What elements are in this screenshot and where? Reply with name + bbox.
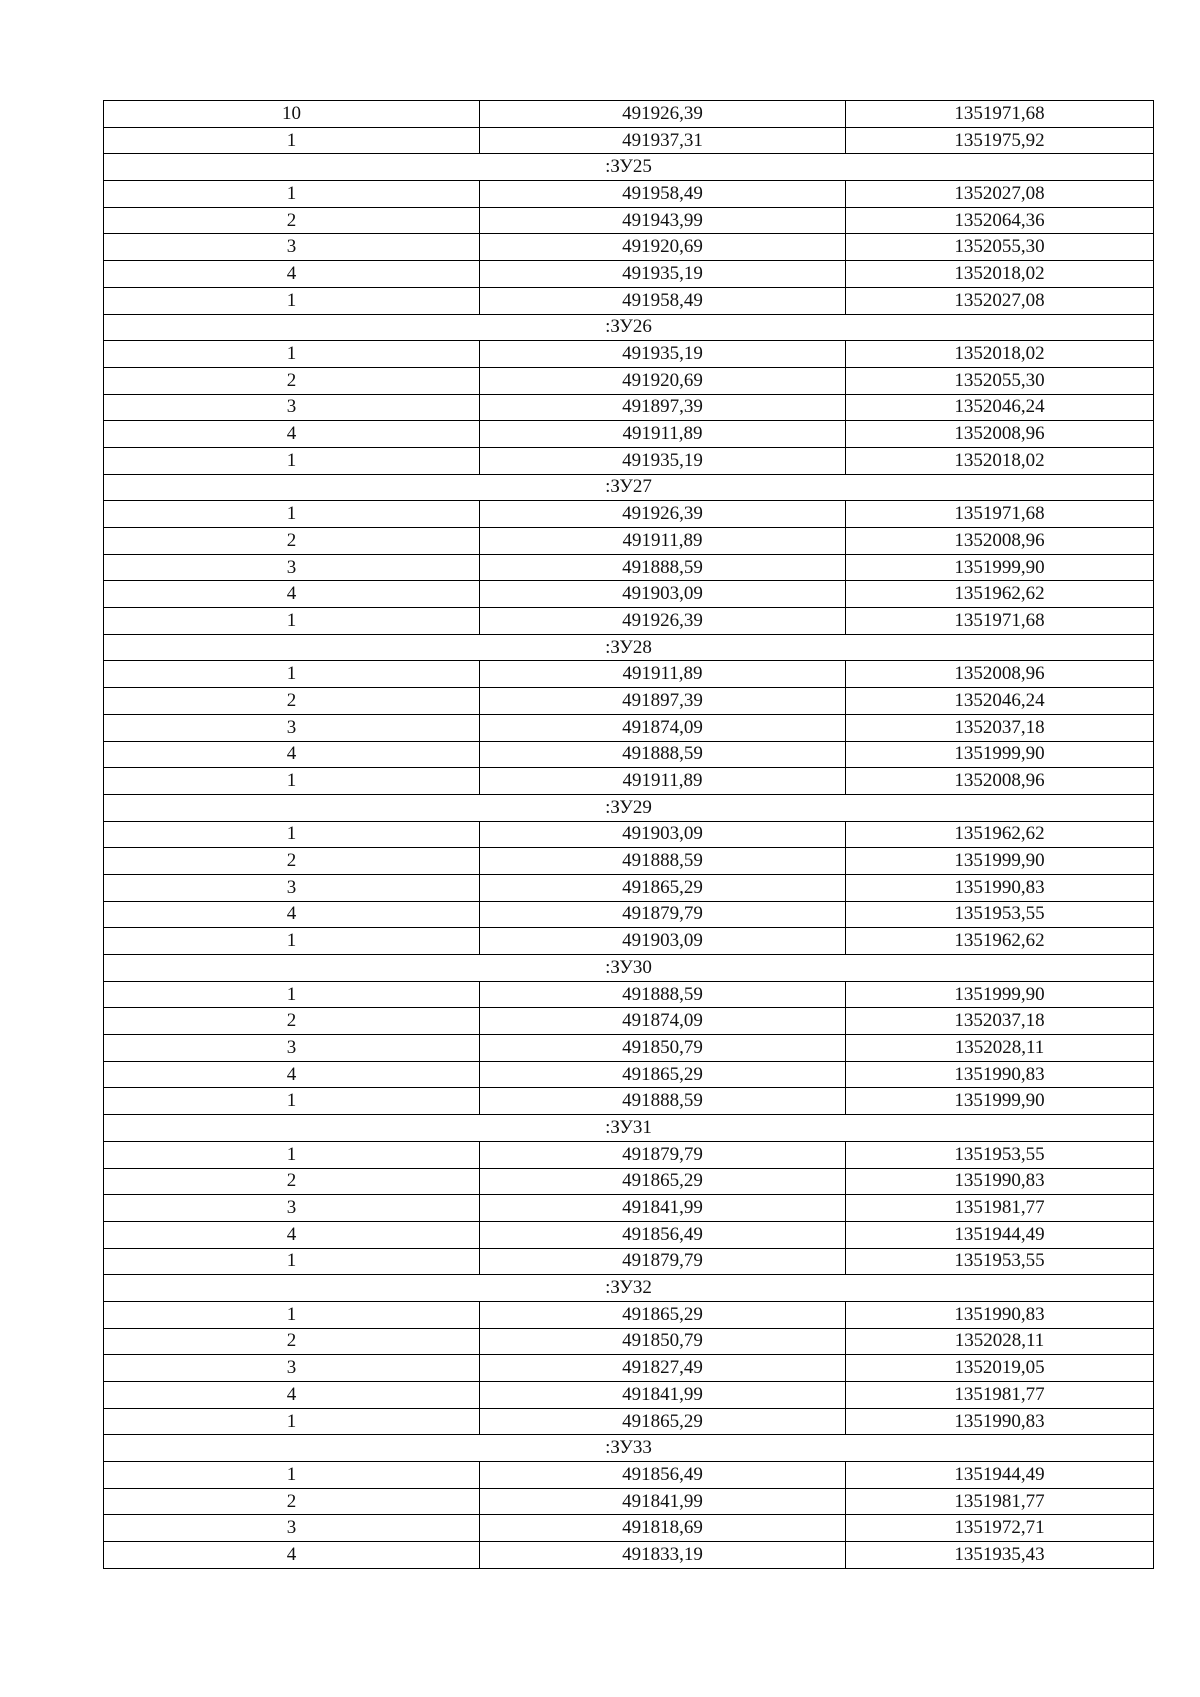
x-coordinate-cell: 491865,29 [480,1301,846,1328]
table-row [104,581,1154,608]
x-coordinate-cell: 491888,59 [480,848,846,875]
x-coordinate-cell: 491958,49 [480,181,846,208]
point-number-cell: 1 [104,1462,480,1489]
x-coordinate-cell: 491841,99 [480,1382,846,1409]
point-number-cell: 4 [104,581,480,608]
point-number-cell: 1 [104,127,480,154]
x-coordinate-cell: 491937,31 [480,127,846,154]
point-number-cell: 2 [104,1488,480,1515]
table-row [104,1248,1154,1275]
x-coordinate-cell: 491920,69 [480,234,846,261]
point-number-cell: 4 [104,901,480,928]
x-coordinate-cell: 491897,39 [480,688,846,715]
point-number-cell: 3 [104,874,480,901]
point-number-cell: 3 [104,234,480,261]
section-label: :ЗУ31 [104,1115,1154,1142]
section-row [104,794,1154,821]
point-number-cell: 1 [104,287,480,314]
y-coordinate-cell: 1351962,62 [846,928,1154,955]
point-number-cell: 2 [104,1008,480,1035]
y-coordinate-cell: 1352019,05 [846,1355,1154,1382]
x-coordinate-cell: 491865,29 [480,874,846,901]
x-coordinate-cell: 491903,09 [480,581,846,608]
table-row [104,341,1154,368]
x-coordinate-cell: 491926,39 [480,501,846,528]
x-coordinate-cell: 491935,19 [480,341,846,368]
table-row [104,421,1154,448]
y-coordinate-cell: 1351935,43 [846,1542,1154,1569]
y-coordinate-cell: 1352027,08 [846,181,1154,208]
y-coordinate-cell: 1351981,77 [846,1382,1154,1409]
coordinates-table-body [104,101,1154,1569]
point-number-cell: 4 [104,741,480,768]
y-coordinate-cell: 1351972,71 [846,1515,1154,1542]
x-coordinate-cell: 491850,79 [480,1035,846,1062]
y-coordinate-cell: 1351999,90 [846,554,1154,581]
y-coordinate-cell: 1352055,30 [846,234,1154,261]
x-coordinate-cell: 491856,49 [480,1462,846,1489]
point-number-cell: 1 [104,1301,480,1328]
table-row [104,661,1154,688]
table-row [104,261,1154,288]
table-row [104,1301,1154,1328]
point-number-cell: 3 [104,1195,480,1222]
y-coordinate-cell: 1351990,83 [846,1408,1154,1435]
y-coordinate-cell: 1352027,08 [846,287,1154,314]
table-row [104,821,1154,848]
y-coordinate-cell: 1351953,55 [846,1141,1154,1168]
x-coordinate-cell: 491833,19 [480,1542,846,1569]
table-row [104,1515,1154,1542]
y-coordinate-cell: 1351971,68 [846,501,1154,528]
y-coordinate-cell: 1351999,90 [846,981,1154,1008]
point-number-cell: 1 [104,501,480,528]
x-coordinate-cell: 491850,79 [480,1328,846,1355]
x-coordinate-cell: 491879,79 [480,1141,846,1168]
y-coordinate-cell: 1351990,83 [846,874,1154,901]
y-coordinate-cell: 1351990,83 [846,1061,1154,1088]
section-label: :ЗУ29 [104,794,1154,821]
section-row [104,314,1154,341]
x-coordinate-cell: 491935,19 [480,261,846,288]
y-coordinate-cell: 1352046,24 [846,394,1154,421]
x-coordinate-cell: 491888,59 [480,1088,846,1115]
y-coordinate-cell: 1351944,49 [846,1221,1154,1248]
table-row [104,688,1154,715]
table-row [104,181,1154,208]
table-row [104,207,1154,234]
point-number-cell: 10 [104,101,480,128]
y-coordinate-cell: 1351953,55 [846,1248,1154,1275]
x-coordinate-cell: 491841,99 [480,1195,846,1222]
table-row [104,1195,1154,1222]
y-coordinate-cell: 1351990,83 [846,1301,1154,1328]
point-number-cell: 2 [104,688,480,715]
table-row [104,1008,1154,1035]
x-coordinate-cell: 491865,29 [480,1408,846,1435]
y-coordinate-cell: 1352046,24 [846,688,1154,715]
x-coordinate-cell: 491911,89 [480,421,846,448]
table-row [104,234,1154,261]
table-row [104,394,1154,421]
table-row [104,848,1154,875]
table-row [104,928,1154,955]
table-row [104,981,1154,1008]
x-coordinate-cell: 491897,39 [480,394,846,421]
point-number-cell: 4 [104,1221,480,1248]
y-coordinate-cell: 1352037,18 [846,1008,1154,1035]
table-row [104,768,1154,795]
table-row [104,714,1154,741]
table-row [104,874,1154,901]
table-row [104,608,1154,635]
x-coordinate-cell: 491888,59 [480,981,846,1008]
y-coordinate-cell: 1352064,36 [846,207,1154,234]
x-coordinate-cell: 491874,09 [480,714,846,741]
point-number-cell: 2 [104,1328,480,1355]
y-coordinate-cell: 1352018,02 [846,447,1154,474]
y-coordinate-cell: 1351990,83 [846,1168,1154,1195]
y-coordinate-cell: 1351981,77 [846,1195,1154,1222]
table-row [104,554,1154,581]
section-row [104,154,1154,181]
table-row [104,528,1154,555]
x-coordinate-cell: 491888,59 [480,741,846,768]
x-coordinate-cell: 491911,89 [480,661,846,688]
y-coordinate-cell: 1351999,90 [846,741,1154,768]
table-row [104,1221,1154,1248]
x-coordinate-cell: 491935,19 [480,447,846,474]
y-coordinate-cell: 1351981,77 [846,1488,1154,1515]
table-row [104,447,1154,474]
y-coordinate-cell: 1351953,55 [846,901,1154,928]
section-label: :ЗУ25 [104,154,1154,181]
table-row [104,1168,1154,1195]
point-number-cell: 3 [104,1035,480,1062]
point-number-cell: 1 [104,341,480,368]
y-coordinate-cell: 1351962,62 [846,821,1154,848]
x-coordinate-cell: 491903,09 [480,821,846,848]
point-number-cell: 4 [104,1061,480,1088]
table-row [104,287,1154,314]
point-number-cell: 2 [104,367,480,394]
section-label: :ЗУ33 [104,1435,1154,1462]
point-number-cell: 1 [104,1408,480,1435]
point-number-cell: 1 [104,1141,480,1168]
y-coordinate-cell: 1352008,96 [846,768,1154,795]
point-number-cell: 4 [104,261,480,288]
y-coordinate-cell: 1351975,92 [846,127,1154,154]
y-coordinate-cell: 1351944,49 [846,1462,1154,1489]
x-coordinate-cell: 491888,59 [480,554,846,581]
section-label: :ЗУ32 [104,1275,1154,1302]
point-number-cell: 2 [104,848,480,875]
point-number-cell: 4 [104,1542,480,1569]
point-number-cell: 3 [104,714,480,741]
table-row [104,901,1154,928]
section-row [104,474,1154,501]
point-number-cell: 2 [104,207,480,234]
y-coordinate-cell: 1351999,90 [846,1088,1154,1115]
x-coordinate-cell: 491903,09 [480,928,846,955]
section-label: :ЗУ30 [104,955,1154,982]
y-coordinate-cell: 1352008,96 [846,421,1154,448]
x-coordinate-cell: 491856,49 [480,1221,846,1248]
section-row [104,1435,1154,1462]
section-row [104,1275,1154,1302]
x-coordinate-cell: 491879,79 [480,1248,846,1275]
x-coordinate-cell: 491926,39 [480,608,846,635]
x-coordinate-cell: 491958,49 [480,287,846,314]
point-number-cell: 1 [104,1088,480,1115]
x-coordinate-cell: 491943,99 [480,207,846,234]
point-number-cell: 1 [104,661,480,688]
table-row [104,1061,1154,1088]
point-number-cell: 1 [104,181,480,208]
table-row [104,1488,1154,1515]
y-coordinate-cell: 1352028,11 [846,1328,1154,1355]
coordinates-table [103,100,1154,1569]
y-coordinate-cell: 1352055,30 [846,367,1154,394]
x-coordinate-cell: 491865,29 [480,1061,846,1088]
section-label: :ЗУ26 [104,314,1154,341]
x-coordinate-cell: 491911,89 [480,528,846,555]
point-number-cell: 1 [104,768,480,795]
y-coordinate-cell: 1352018,02 [846,341,1154,368]
x-coordinate-cell: 491911,89 [480,768,846,795]
point-number-cell: 3 [104,554,480,581]
x-coordinate-cell: 491841,99 [480,1488,846,1515]
table-row [104,1462,1154,1489]
y-coordinate-cell: 1351971,68 [846,608,1154,635]
table-row [104,101,1154,128]
table-row [104,1035,1154,1062]
point-number-cell: 1 [104,447,480,474]
point-number-cell: 3 [104,394,480,421]
x-coordinate-cell: 491865,29 [480,1168,846,1195]
y-coordinate-cell: 1351971,68 [846,101,1154,128]
point-number-cell: 1 [104,1248,480,1275]
point-number-cell: 1 [104,981,480,1008]
y-coordinate-cell: 1351999,90 [846,848,1154,875]
table-row [104,367,1154,394]
section-row [104,634,1154,661]
point-number-cell: 1 [104,928,480,955]
table-row [104,1542,1154,1569]
point-number-cell: 4 [104,421,480,448]
y-coordinate-cell: 1352028,11 [846,1035,1154,1062]
x-coordinate-cell: 491874,09 [480,1008,846,1035]
point-number-cell: 2 [104,528,480,555]
table-row [104,127,1154,154]
section-label: :ЗУ28 [104,634,1154,661]
y-coordinate-cell: 1351962,62 [846,581,1154,608]
table-row [104,741,1154,768]
point-number-cell: 1 [104,821,480,848]
y-coordinate-cell: 1352008,96 [846,661,1154,688]
section-label: :ЗУ27 [104,474,1154,501]
table-row [104,1408,1154,1435]
table-row [104,501,1154,528]
table-row [104,1382,1154,1409]
table-row [104,1328,1154,1355]
point-number-cell: 3 [104,1355,480,1382]
section-row [104,955,1154,982]
x-coordinate-cell: 491818,69 [480,1515,846,1542]
x-coordinate-cell: 491920,69 [480,367,846,394]
point-number-cell: 4 [104,1382,480,1409]
y-coordinate-cell: 1352037,18 [846,714,1154,741]
table-row [104,1355,1154,1382]
y-coordinate-cell: 1352008,96 [846,528,1154,555]
point-number-cell: 3 [104,1515,480,1542]
point-number-cell: 1 [104,608,480,635]
y-coordinate-cell: 1352018,02 [846,261,1154,288]
point-number-cell: 2 [104,1168,480,1195]
x-coordinate-cell: 491926,39 [480,101,846,128]
x-coordinate-cell: 491827,49 [480,1355,846,1382]
section-row [104,1115,1154,1142]
table-row [104,1141,1154,1168]
table-row [104,1088,1154,1115]
x-coordinate-cell: 491879,79 [480,901,846,928]
